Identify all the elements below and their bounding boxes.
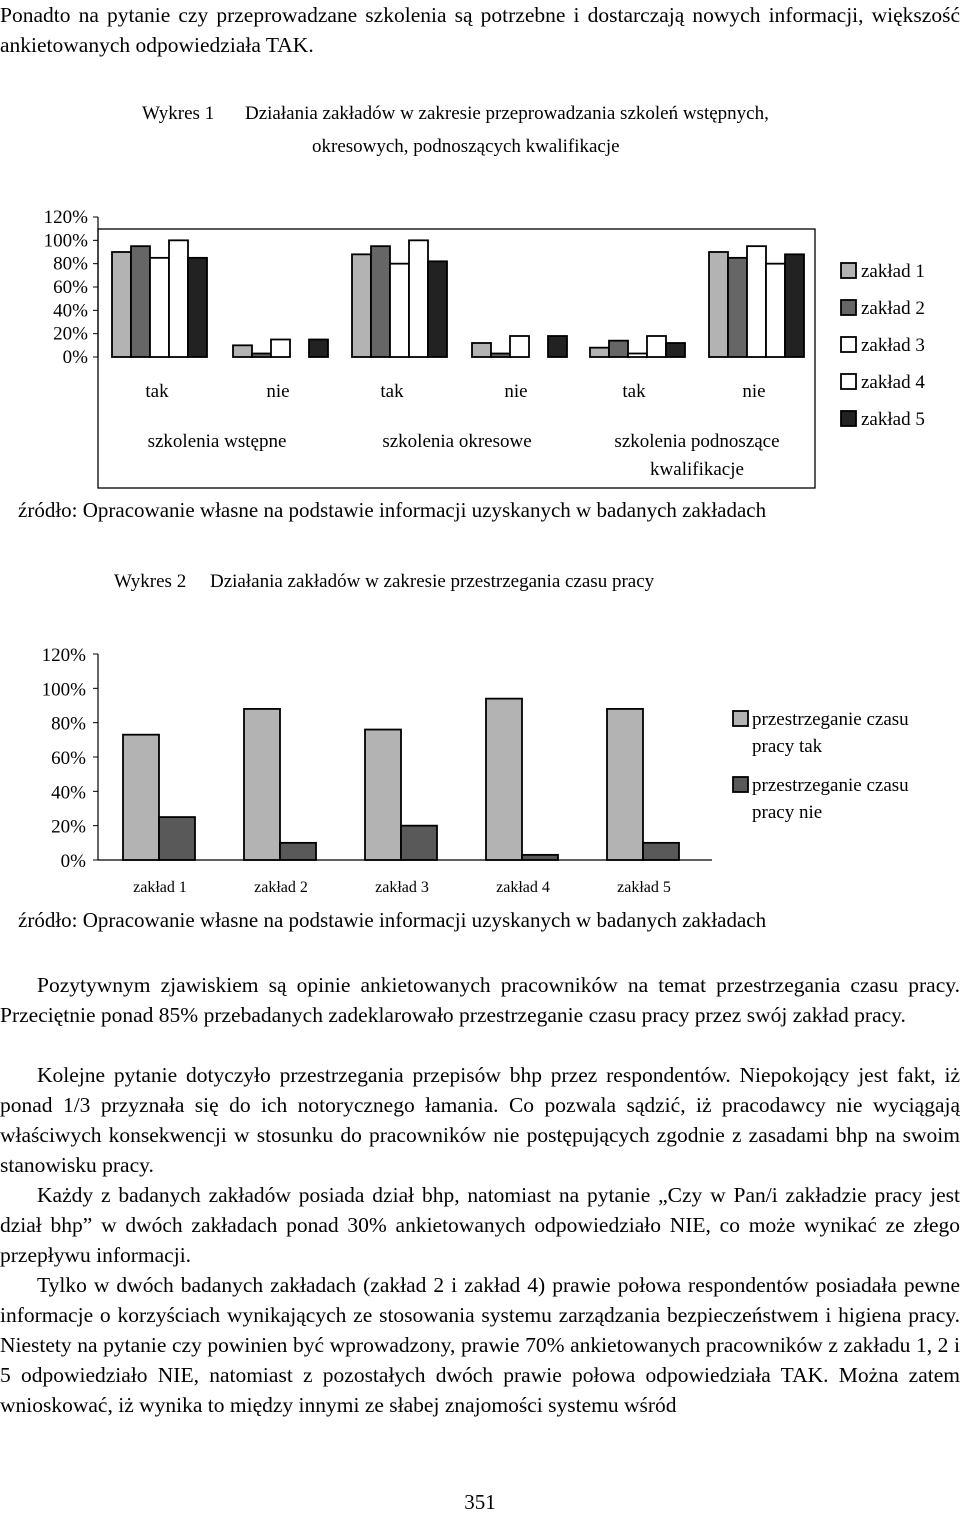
chart1-y-tick-label: 80% — [53, 253, 88, 275]
chart2-legend-swatch — [733, 711, 748, 726]
chart1-bar — [252, 354, 271, 358]
chart1-bar — [785, 254, 804, 357]
intro-paragraph: Ponadto na pytanie czy przeprowadzane szkolenia są potrzebne i dostarczają nowych informacji, większość ankietowanych odpowiedziała TAK. — [0, 3, 960, 57]
chart1-group-label: szkolenia wstępne — [147, 431, 287, 452]
chart2-bar — [643, 843, 679, 860]
chart1-title-line1: Działania zakładów w zakresie przeprowadzania szkoleń wstępnych, — [245, 103, 769, 124]
chart1-bar — [472, 343, 491, 357]
chart1-bar — [747, 246, 766, 357]
chart2-category-label: zakład 3 — [375, 879, 429, 896]
chart1-y-tick-label: 40% — [53, 300, 88, 322]
chart2-y-tick-label: 60% — [51, 748, 86, 769]
chart2-number: Wykres 2 — [114, 571, 187, 592]
chart2-bar — [123, 735, 159, 860]
chart1-legend-swatch — [841, 337, 856, 352]
chart1-bar — [169, 240, 188, 357]
chart1-bar — [709, 252, 728, 357]
chart2-category-label: zakład 2 — [254, 879, 308, 896]
chart2-category-label: zakład 4 — [496, 879, 550, 896]
chart1-bar — [131, 246, 150, 357]
chart1-bar — [491, 354, 510, 358]
chart2-bar — [522, 855, 558, 860]
chart2-category-label: zakład 1 — [133, 879, 187, 896]
chart2-title: Działania zakładów w zakresie przestrzegania czasu pracy — [210, 571, 655, 592]
chart2-category-label: zakład 5 — [617, 879, 671, 896]
chart2-bar — [244, 709, 280, 860]
chart2-y-tick-label: 120% — [41, 645, 86, 666]
chart1-legend-label: zakład 2 — [861, 298, 925, 319]
chart2-bar — [486, 699, 522, 860]
chart1-y-tick-label: 100% — [43, 230, 88, 252]
chart1-number: Wykres 1 — [142, 103, 215, 124]
body-paragraph-2: Kolejne pytanie dotyczyło przestrzegania przepisów bhp przez respondentów. Niepokojący jest fakt, iż ponad 1/3 przyznała się do ich notorycznego łamania. Co pozwala sądzić, iż pracodawcy nie wyciągają właściwych konsekwencji w stosunku do pracowników nie postępujących zgodnie z zasadami bhp na swoim stanowisku pracy. — [0, 1063, 960, 1177]
chart2-bar — [607, 709, 643, 860]
chart1-category-label: nie — [742, 381, 766, 402]
body-paragraph-1: Pozytywnym zjawiskiem są opinie ankietowanych pracowników na temat przestrzegania czasu pracy. Przeciętnie ponad 85% przebadanych zadeklarowało przestrzeganie czasu pracy przez swój zakład pracy. — [0, 973, 960, 1027]
chart1-bar — [390, 264, 409, 357]
chart1-bar — [590, 348, 609, 357]
chart2-bar — [365, 730, 401, 860]
chart1-group-label: szkolenia okresowe — [382, 431, 532, 452]
chart1-bar — [728, 258, 747, 357]
chart1-bar — [647, 336, 666, 357]
chart1-legend-label: zakład 1 — [861, 261, 925, 282]
chart2-legend-swatch — [733, 777, 748, 792]
chart1-bar — [188, 258, 207, 357]
chart1-legend-swatch — [841, 374, 856, 389]
chart1-bar — [409, 240, 428, 357]
chart2-bar — [280, 843, 316, 860]
chart2-y-tick-label: 100% — [41, 679, 86, 701]
chart1-y-tick-label: 120% — [43, 207, 88, 228]
chart1-title-line2: okresowych, podnoszących kwalifikacje — [312, 136, 620, 157]
chart1-y-tick-label: 0% — [62, 347, 88, 368]
chart1-legend-swatch — [841, 411, 856, 426]
chart1-bar — [666, 343, 685, 357]
body-paragraph-4: Tylko w dwóch badanych zakładach (zakład 2 i zakład 4) prawie połowa respondentów posiadała pewne informacje o korzyściach wynikających ze stosowania systemu zarządzania bezpieczeństwem i higiena pracy. Niestety na pytanie czy powinien być wprowadzony, prawie 70% ankietowanych pracowników z zakładu 1, 2 i 5 odpowiedziało NIE, natomiast z pozostałych dwóch prawie połowa odpowiedziała TAK. Można zatem wnioskować, iż wynika to między innymi ze słabej znajomości systemu wśród — [0, 1273, 960, 1417]
chart1-bar — [309, 340, 328, 358]
chart2-y-tick-label: 20% — [51, 816, 86, 838]
chart1-legend-label: zakład 5 — [861, 409, 925, 430]
chart1-y-tick-label: 60% — [53, 277, 88, 298]
chart2-legend-label: przestrzeganie czasu — [752, 709, 909, 730]
chart2-bar — [159, 817, 195, 860]
chart1-group-label: szkolenia podnoszące — [614, 431, 780, 452]
chart1-bar — [352, 254, 371, 357]
chart1-bar — [150, 258, 169, 357]
chart1-legend-swatch — [841, 300, 856, 315]
chart2-legend-label: pracy tak — [752, 736, 823, 757]
chart1-legend-label: zakład 3 — [861, 335, 925, 356]
chart2-y-tick-label: 40% — [51, 782, 86, 804]
chart1-category-label: tak — [622, 381, 646, 402]
chart1-bar — [609, 341, 628, 357]
chart1-bar — [510, 336, 529, 357]
chart2-y-tick-label: 0% — [60, 851, 86, 872]
chart1-source: źródło: Opracowanie własne na podstawie informacji uzyskanych w badanych zakładach — [18, 498, 767, 522]
chart1-legend-swatch — [841, 263, 856, 278]
chart2-source: źródło: Opracowanie własne na podstawie informacji uzyskanych w badanych zakładach — [18, 908, 767, 932]
chart1-bar — [428, 261, 447, 357]
chart-2 — [0, 563, 960, 903]
chart2-legend-label: przestrzeganie czasu — [752, 775, 909, 796]
chart1-bar — [233, 345, 252, 357]
chart1-bar — [766, 264, 785, 357]
chart1-bar — [112, 252, 131, 357]
chart1-group-label: kwalifikacje — [650, 459, 744, 480]
chart2-legend-label: pracy nie — [752, 802, 823, 823]
chart1-legend-label: zakład 4 — [861, 372, 925, 393]
page-number: 351 — [464, 1490, 496, 1514]
chart1-bar — [548, 336, 567, 357]
chart1-category-label: tak — [145, 381, 169, 402]
chart1-category-label: nie — [266, 381, 290, 402]
chart1-bar — [628, 354, 647, 358]
body-paragraph-3: Każdy z badanych zakładów posiada dział bhp, natomiast na pytanie „Czy w Pan/i zakładzie pracy jest dział bhp” w dwóch zakładach ponad 30% ankietowanych odpowiedziało NIE, co może wynikać ze złego przepływu informacji. — [0, 1183, 960, 1267]
chart1-bar — [271, 340, 290, 358]
chart2-y-tick-label: 80% — [51, 713, 86, 735]
chart1-category-label: tak — [380, 381, 404, 402]
chart1-category-label: nie — [504, 381, 528, 402]
chart1-bar — [371, 246, 390, 357]
chart2-bar — [401, 826, 437, 860]
chart1-y-tick-label: 20% — [53, 323, 88, 345]
